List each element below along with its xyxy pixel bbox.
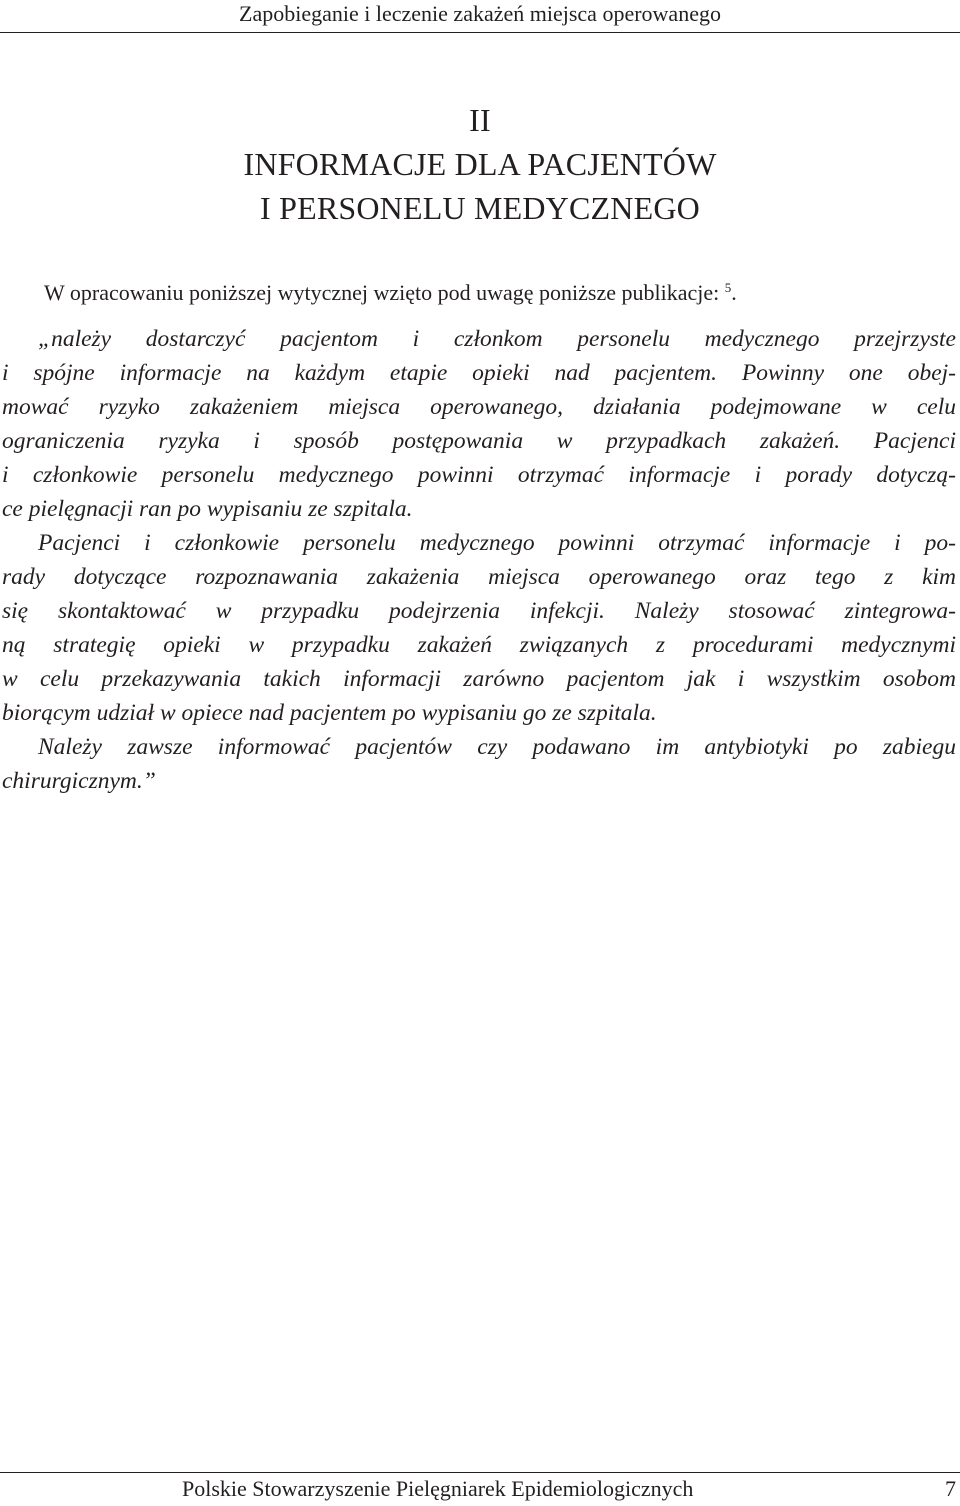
quote-line: ograniczenia ryzyka i sposób postępowania w przypadkach zakażeń. Pacjenci [2, 428, 956, 454]
quote-line: ną strategię opieki w przypadku zakażeń związanych z procedurami medycznymi [2, 632, 956, 658]
quote-line: biorącym udział w opiece nad pacjentem po wypisaniu go ze szpitala. [2, 700, 657, 726]
reference-number: 5 [724, 280, 732, 295]
quote-line: „należy dostarczyć pacjentom i członkom personelu medycznego przejrzyste [38, 326, 956, 352]
guideline-quote [2, 322, 956, 798]
intro-text: W opracowaniu poniższej wytycznej wzięto pod uwagę poniższe publikacje: [44, 280, 725, 305]
quote-line: mować ryzyko zakażeniem miejsca operowanego, działania podejmowane w celu [2, 394, 956, 420]
page-number: 7 [945, 1476, 956, 1501]
quote-line: i członkowie personelu medycznego powinni otrzymać informacje i porady dotyczą- [2, 462, 956, 488]
quote-line: w celu przekazywania takich informacji zarówno pacjentom jak i wszystkim osobom [2, 666, 956, 692]
quote-line: Pacjenci i członkowie personelu medycznego powinni otrzymać informacje i po- [38, 530, 956, 556]
quote-line: się skontaktować w przypadku podejrzenia infekcji. Należy stosować zintegrowa- [2, 598, 956, 624]
footer-organization: Polskie Stowarzyszenie Pielęgniarek Epidemiologicznych [182, 1476, 694, 1501]
chapter-title-line-2: I PERSONELU MEDYCZNEGO [260, 190, 700, 226]
quote-line: chirurgicznym.” [2, 768, 156, 794]
chapter-heading [0, 98, 960, 230]
running-header [0, 0, 960, 33]
intro-sentence [44, 279, 737, 307]
quote-line: ce pielęgnacji ran po wypisaniu ze szpitala. [2, 496, 413, 522]
intro-end: . [731, 280, 737, 305]
chapter-title-line-1: INFORMACJE DLA PACJENTÓW [243, 146, 717, 182]
running-title: Zapobieganie i leczenie zakażeń miejsca operowanego [239, 1, 721, 26]
quote-line: rady dotyczące rozpoznawania zakażenia miejsca operowanego oraz tego z kim [2, 564, 956, 590]
running-footer [0, 1472, 960, 1506]
quote-line: i spójne informacje na każdym etapie opieki nad pacjentem. Powinny one obej- [2, 360, 956, 386]
chapter-number: II [469, 102, 491, 138]
quote-line: Należy zawsze informować pacjentów czy podawano im antybiotyki po zabiegu [38, 734, 956, 760]
